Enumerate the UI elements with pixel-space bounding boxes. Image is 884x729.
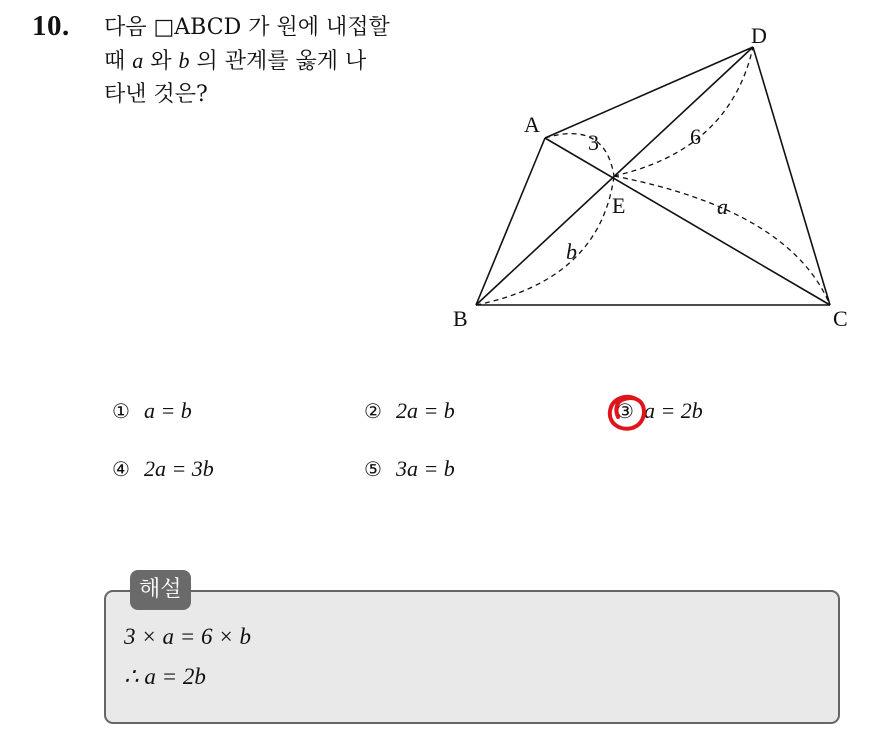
choice-4-expression: 2a = 3b xyxy=(143,456,214,481)
side-ab xyxy=(476,138,545,305)
solution-tag: 해설 xyxy=(130,570,191,610)
variable-b: b xyxy=(178,48,190,73)
choice-3-expression: a = 2b xyxy=(643,398,703,423)
label-e-point: E xyxy=(612,193,626,218)
solution-line-2: ∴ a = 2b xyxy=(124,664,206,689)
question-line-2-mid: 와 xyxy=(143,49,179,74)
choice-2[interactable] xyxy=(364,398,455,424)
choice-5-number: ⑤ xyxy=(364,457,382,481)
label-seg-ae: 3 xyxy=(588,130,599,155)
choice-5-expression: 3a = b xyxy=(395,456,455,481)
question-line-2-pre: 때 xyxy=(104,49,133,74)
solution-line-1: 3 × a = 6 × b xyxy=(124,624,252,649)
choice-2-number: ② xyxy=(364,399,382,423)
solution-box xyxy=(104,590,840,724)
choice-2-expression: 2a = b xyxy=(395,398,455,423)
question-line-3: 타낸 것은? xyxy=(104,82,208,107)
choice-4[interactable] xyxy=(112,456,214,482)
choice-5[interactable] xyxy=(364,456,455,482)
label-a-vertex: A xyxy=(524,112,540,137)
variable-a: a xyxy=(132,48,144,73)
question-number: 10. xyxy=(32,10,70,42)
choice-3-number: ③ xyxy=(616,399,634,423)
choice-1-expression: a = b xyxy=(143,398,192,423)
question-line-1: 다음 □ABCD 가 원에 내접할 xyxy=(104,15,390,40)
label-seg-be: b xyxy=(566,239,577,264)
label-seg-ed: 6 xyxy=(690,124,701,149)
label-b-vertex: B xyxy=(453,306,468,331)
answer-circle-mark-icon xyxy=(606,393,648,433)
choice-1-number: ① xyxy=(112,399,130,423)
choice-4-number: ④ xyxy=(112,457,130,481)
arc-ae xyxy=(545,134,614,176)
label-c-vertex: C xyxy=(833,306,848,331)
side-da xyxy=(545,47,753,138)
label-d-vertex: D xyxy=(751,23,767,48)
choice-1[interactable] xyxy=(112,398,192,424)
question-line-2-post: 의 관계를 옳게 나 xyxy=(189,49,367,74)
label-seg-ec: a xyxy=(717,194,728,219)
